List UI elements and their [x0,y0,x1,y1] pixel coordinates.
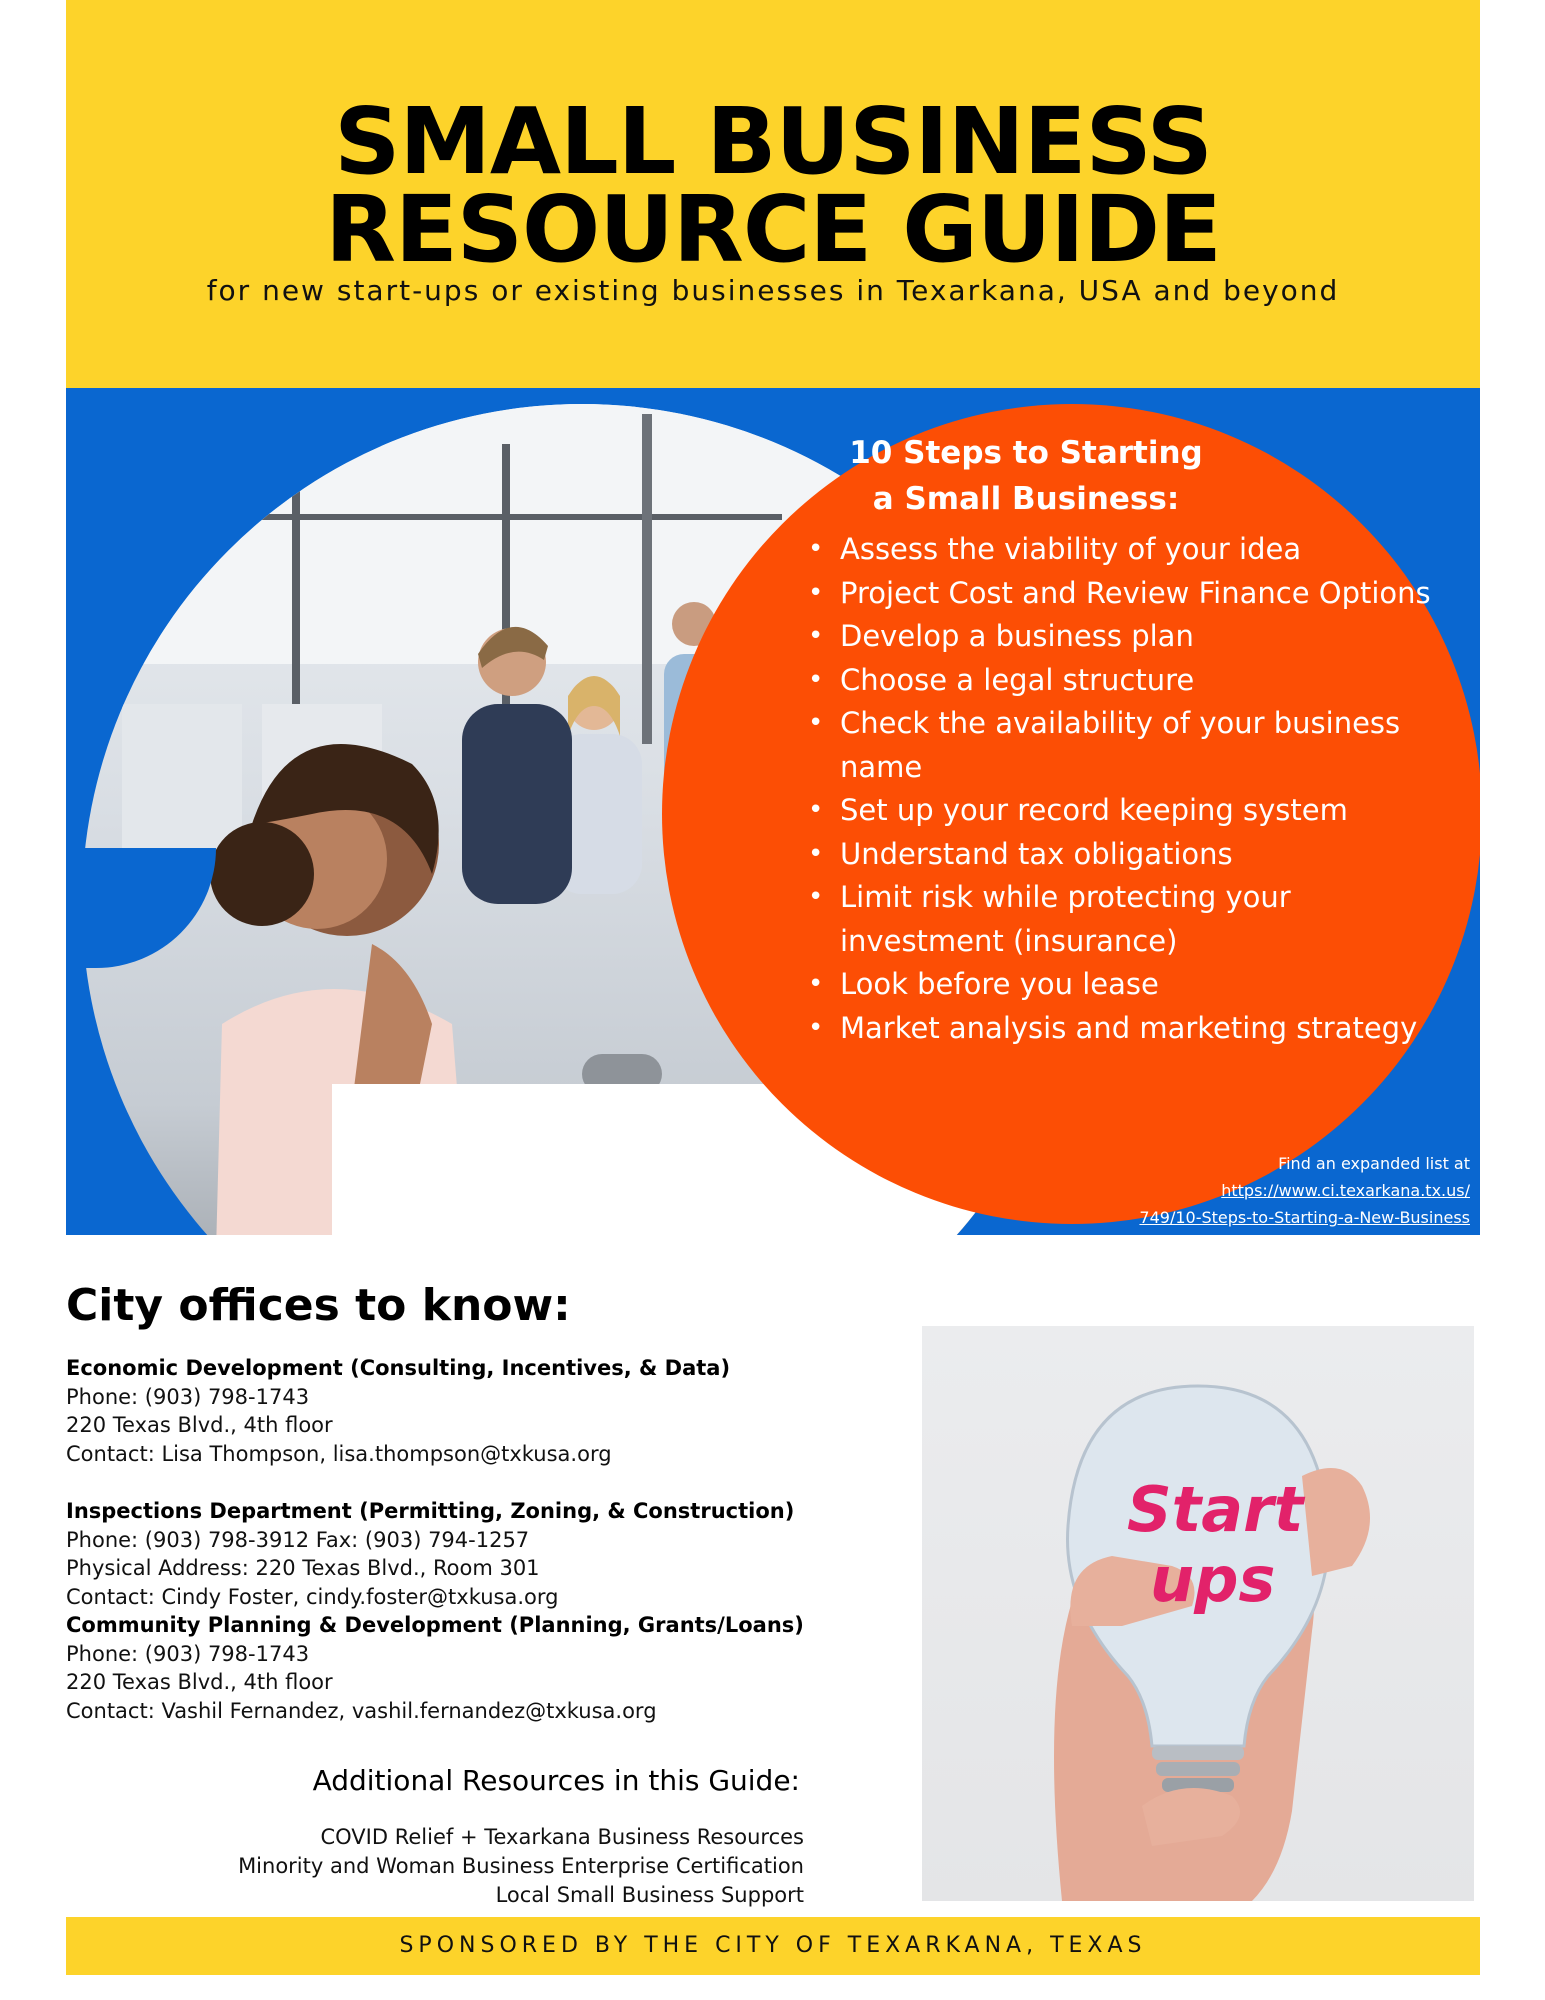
footer-text: SPONSORED BY THE CITY OF TEXARKANA, TEXAS [399,1933,1147,1958]
list-item: • Limit risk while protecting your investment (insurance) [804,876,1434,963]
lightbulb-illustration [922,1326,1474,1901]
list-item: • Look before you lease [804,963,1434,1007]
list-item: • Choose a legal structure [804,659,1434,703]
list-item: Local Small Business Support [495,1883,804,1907]
footer-banner [66,1917,1480,1975]
office-economic-development [66,1354,730,1468]
bulb-text-line-1: Start [1127,1473,1304,1546]
steps-title [846,430,1206,522]
startups-lightbulb-photo [922,1326,1474,1901]
expanded-list-note [1110,1150,1470,1231]
list-item: • Market analysis and marketing strategy [804,1007,1434,1051]
additional-resources-list [180,1823,804,1910]
note-text: Find an expanded list at [1278,1154,1470,1173]
list-item: • Check the availability of your business name [804,702,1434,789]
office-phone: Phone: (903) 798-3912 Fax: (903) 794-1257 [66,1527,530,1552]
title-line-1: SMALL BUSINESS [334,88,1212,195]
office-contact: Contact: Vashil Fernandez, vashil.fernandez@txkusa.org [66,1698,657,1723]
subtitle: for new start-ups or existing businesses in Texarkana, USA and beyond [206,274,1340,307]
office-contact: Contact: Lisa Thompson, lisa.thompson@txkusa.org [66,1441,612,1466]
list-item: COVID Relief + Texarkana Business Resources [320,1825,804,1849]
steps-link-line-1[interactable]: https://www.ci.texarkana.tx.us/ [1221,1181,1470,1200]
list-item: • Project Cost and Review Finance Options [804,572,1434,616]
office-inspections [66,1497,794,1611]
office-phone: Phone: (903) 798-1743 [66,1384,310,1409]
steps-title-line-1: 10 Steps to Starting [849,435,1203,471]
title-line-2: RESOURCE GUIDE [325,176,1221,283]
office-phone: Phone: (903) 798-1743 [66,1641,310,1666]
hero-panel [66,388,1480,1235]
office-address: Physical Address: 220 Texas Blvd., Room 301 [66,1556,540,1580]
office-name: Economic Development (Consulting, Incentives, & Data) [66,1356,731,1380]
office-address: 220 Texas Blvd., 4th floor [66,1670,333,1694]
office-contact: Contact: Cindy Foster, cindy.foster@txkusa.org [66,1584,559,1609]
office-community-planning [66,1611,804,1725]
list-item: • Develop a business plan [804,615,1434,659]
steps-title-line-2: a Small Business: [872,481,1180,517]
steps-list [804,528,1434,1050]
office-address: 220 Texas Blvd., 4th floor [66,1413,333,1437]
list-item: Minority and Woman Business Enterprise Certification [238,1854,804,1878]
office-name: Inspections Department (Permitting, Zoning, & Construction) [66,1499,795,1523]
office-name: Community Planning & Development (Planning, Grants/Loans) [66,1613,804,1637]
header-banner [66,0,1480,388]
steps-link-line-2[interactable]: 749/10-Steps-to-Starting-a-New-Business [1139,1208,1470,1227]
list-item: • Understand tax obligations [804,833,1434,877]
offices-heading: City offices to know: [66,1280,571,1331]
bulb-text-line-2: ups [1150,1543,1276,1616]
list-item: • Assess the viability of your idea [804,528,1434,572]
list-item: • Set up your record keeping system [804,789,1434,833]
additional-resources-heading: Additional Resources in this Guide: [312,1764,800,1797]
